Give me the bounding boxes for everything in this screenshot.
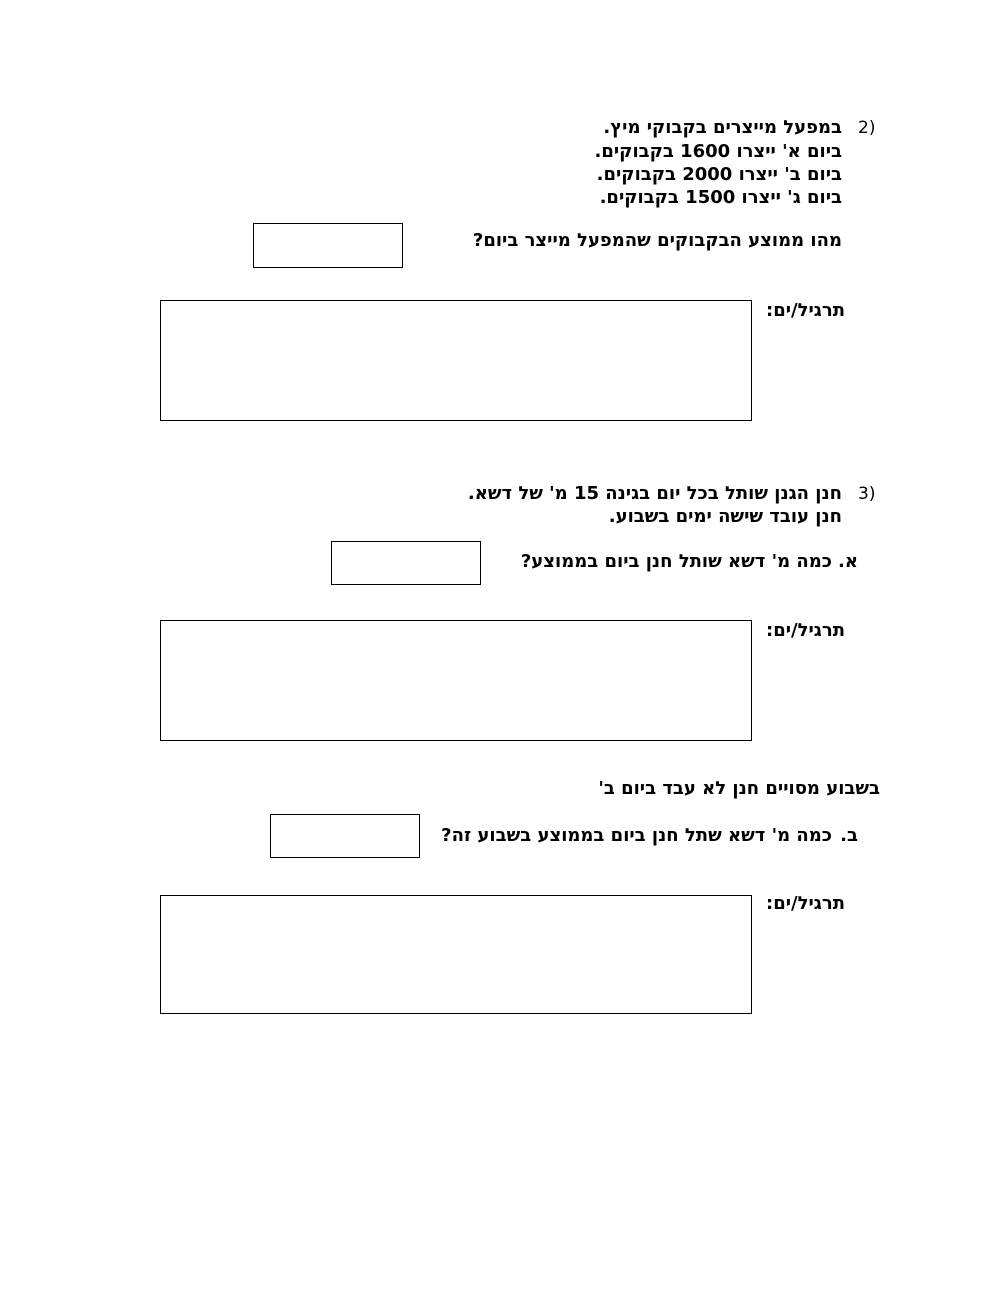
question-2-answer-input[interactable] — [253, 223, 403, 268]
question-2-number: 2) — [858, 118, 876, 138]
question-3b-work-area[interactable] — [160, 895, 752, 1014]
question-3a-work-area[interactable] — [160, 620, 752, 741]
question-2-prompt: מהו ממוצע הבקבוקים שהמפעל מייצר ביום? — [472, 230, 842, 251]
question-3-line-2: חנן עובד שישה ימים בשבוע. — [608, 506, 842, 527]
question-3a-prompt: כמה מ' דשא שותל חנן ביום בממוצע? — [520, 551, 832, 572]
question-2-work-area[interactable] — [160, 300, 752, 421]
question-2-line-1: במפעל מייצרים בקבוקי מיץ. — [603, 117, 842, 138]
question-2-work-label: תרגיל/ים: — [766, 300, 845, 321]
question-2-line-3: ביום ב' ייצרו 2000 בקבוקים. — [596, 164, 842, 185]
question-3b-answer-input[interactable] — [270, 814, 420, 858]
question-3-number: 3) — [858, 484, 876, 504]
question-3a-label: א. — [838, 551, 858, 572]
question-3a-answer-input[interactable] — [331, 541, 481, 585]
question-3-line-1: חנן הגנן שותל בכל יום בגינה 15 מ' של דשא. — [467, 483, 842, 504]
question-3b-prompt: כמה מ' דשא שתל חנן ביום בממוצע בשבוע זה? — [441, 825, 832, 846]
question-3b-work-label: תרגיל/ים: — [766, 893, 845, 914]
question-2-line-2: ביום א' ייצרו 1600 בקבוקים. — [594, 141, 842, 162]
question-3b-intro: בשבוע מסויים חנן לא עבד ביום ב' — [598, 778, 880, 799]
question-2-line-4: ביום ג' ייצרו 1500 בקבוקים. — [599, 187, 842, 208]
question-3a-work-label: תרגיל/ים: — [766, 620, 845, 641]
question-3b-label: ב. — [840, 825, 858, 846]
